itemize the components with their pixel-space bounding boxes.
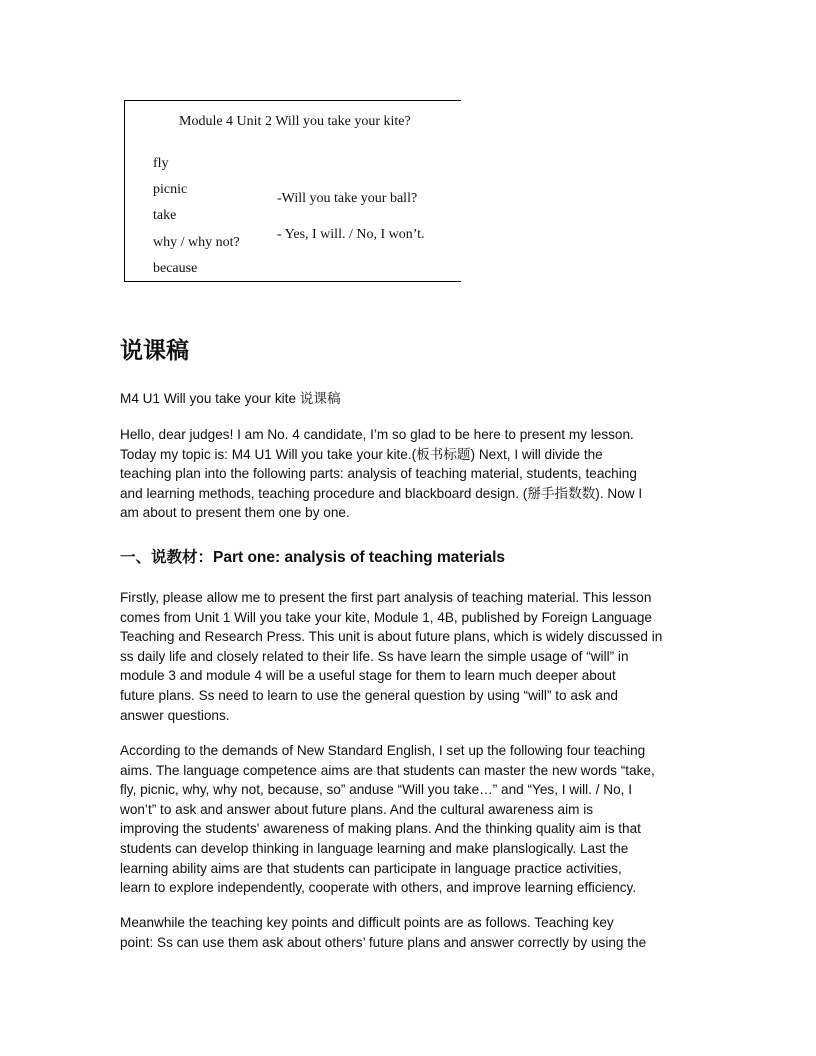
text-line: ss daily life and closely related to their life. Ss have learn the simple usage of “will” in	[120, 648, 629, 664]
text-line: According to the demands of New Standard English, I set up the following four teaching	[120, 743, 646, 758]
text-line: teaching plan into the following parts: analysis of teaching material, students, teaching	[120, 466, 637, 482]
intro-paragraph	[120, 425, 710, 523]
text-line: point: Ss can use them ask about others’ future plans and answer correctly by using the	[120, 934, 647, 950]
document-title: 说课稿	[120, 338, 189, 364]
text-line: students can develop thinking in language learning and make planslogically. Last the	[120, 840, 629, 856]
text-line: and learning methods, teaching procedure and blackboard design. (掰手指数数). Now I	[120, 485, 643, 501]
board-word: because	[153, 261, 198, 276]
text-line: answer questions.	[120, 707, 230, 723]
teaching-aims-paragraph	[120, 741, 710, 898]
text-line: Today my topic is: M4 U1 Will you take your kite.(板书标题) Next, I will divide the	[120, 446, 603, 462]
board-word: why / why not?	[153, 235, 240, 250]
document-subtitle: M4 U1 Will you take your kite 说课稿	[120, 391, 341, 406]
board-title: Module 4 Unit 2 Will you take your kite?	[179, 114, 411, 129]
text-line: fly, picnic, why, why not, because, so” anduse “Will you take…” and “Yes, I will. / No, I	[120, 782, 632, 798]
teaching-material-paragraph	[120, 588, 710, 725]
text-line: improving the students' awareness of making plans. And the thinking quality aim is that	[120, 821, 641, 837]
text-line: learn to explore independently, cooperate with others, and improve learning efficiency.	[120, 880, 637, 896]
board-sentence: - Yes, I will. / No, I won’t.	[277, 227, 425, 242]
board-word: picnic	[153, 182, 188, 197]
text-line: Firstly, please allow me to present the first part analysis of teaching material. This lesson	[120, 590, 652, 605]
key-points-paragraph	[120, 913, 710, 952]
text-line: Meanwhile the teaching key points and difficult points are as follows. Teaching key	[120, 915, 614, 930]
blackboard-design	[124, 100, 461, 282]
text-line: comes from Unit 1 Will you take your kite, Module 1, 4B, published by Foreign Language	[120, 609, 652, 625]
text-line: Teaching and Research Press. This unit is about future plans, which is widely discussed in	[120, 629, 663, 645]
text-line: future plans. Ss need to learn to use the general question by using “will” to ask and	[120, 687, 618, 703]
text-line: won’t” to ask and answer about future plans. And the cultural awareness aim is	[120, 801, 594, 817]
text-line: learning ability aims are that students can participate in language practice activities,	[120, 860, 622, 876]
text-line: module 3 and module 4 will be a useful stage for them to learn much deeper about	[120, 668, 616, 684]
text-line: aims. The language competence aims are that students can master the new words “take,	[120, 762, 655, 778]
board-word: take	[153, 208, 177, 223]
board-word: fly	[153, 156, 169, 171]
text-line: Hello, dear judges! I am No. 4 candidate, I’m so glad to be here to present my lesson.	[120, 427, 634, 442]
section-heading: 一、说教材：Part one: analysis of teaching materials	[120, 549, 506, 566]
text-line: am about to present them one by one.	[120, 505, 350, 521]
board-sentence: -Will you take your ball?	[277, 191, 418, 206]
